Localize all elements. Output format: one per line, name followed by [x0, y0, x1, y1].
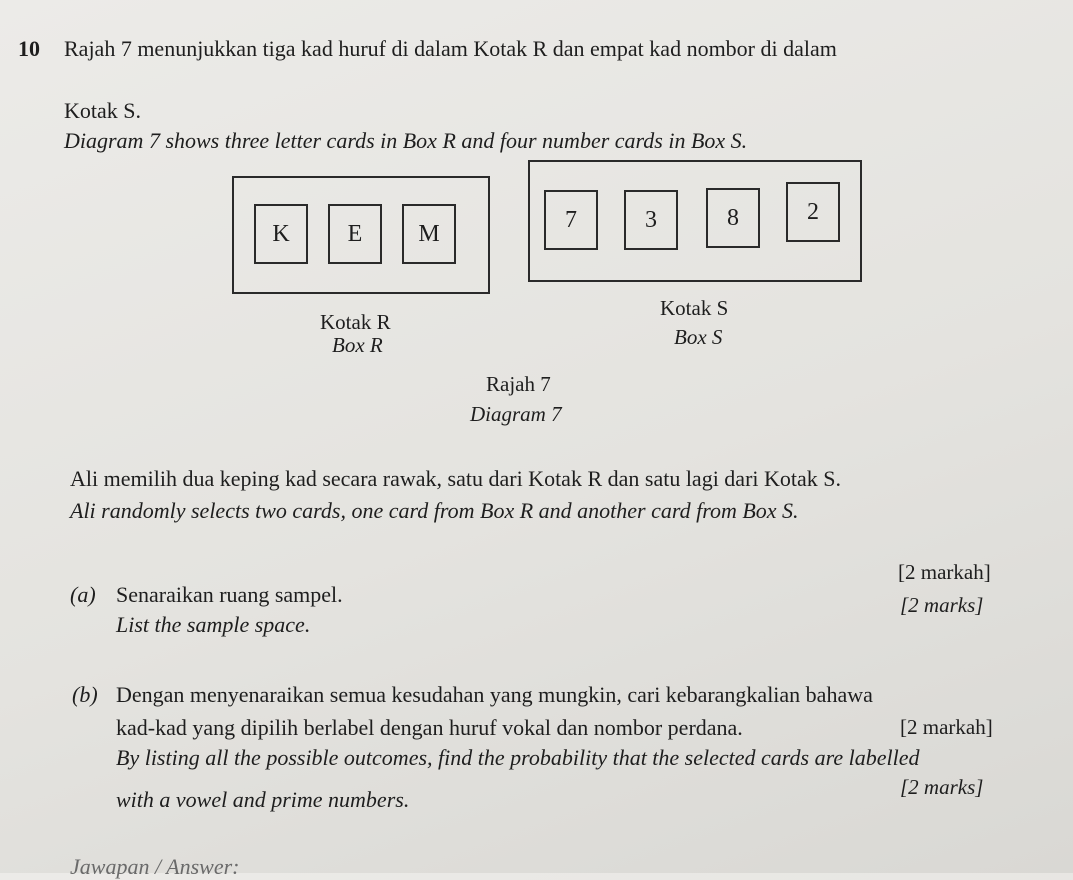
answer-label: Jawapan / Answer: [70, 854, 240, 879]
part-b-marks-malay: [2 markah] [900, 715, 993, 739]
number-card-2: 2 [786, 182, 840, 242]
box-s-label-malay: Kotak S [660, 296, 729, 320]
part-b-english-line2: with a vowel and prime numbers. [116, 787, 410, 812]
part-b-marks-english: [2 marks] [900, 775, 984, 799]
box-r-label-english: Box R [332, 333, 383, 357]
box-r-label-malay: Kotak R [320, 310, 391, 334]
letter-card-e: E [328, 204, 382, 264]
intro-malay-line1: Rajah 7 menunjukkan tiga kad huruf di dalam Kotak R dan empat kad nombor di dalam [64, 36, 837, 61]
diagram-caption-english: Diagram 7 [470, 402, 562, 426]
part-b-english-line1: By listing all the possible outcomes, find the probability that the selected cards are labelled [116, 745, 920, 770]
number-card-3: 3 [624, 190, 678, 250]
box-s [528, 160, 862, 282]
letter-card-k: K [254, 204, 308, 264]
part-b-malay-line2: kad-kad yang dipilih berlabel dengan huruf vokal dan nombor perdana. [116, 715, 743, 740]
number-card-8: 8 [706, 188, 760, 248]
letter-card-m: M [402, 204, 456, 264]
part-a-malay: Senaraikan ruang sampel. [116, 582, 343, 607]
box-s-label-english: Box S [674, 325, 723, 349]
intro-malay-line2: Kotak S. [64, 98, 141, 123]
diagram-caption-malay: Rajah 7 [486, 372, 551, 396]
part-b-label: (b) [72, 682, 98, 707]
part-b-malay-line1: Dengan menyenaraikan semua kesudahan yang mungkin, cari kebarangkalian bahawa [116, 682, 873, 707]
number-card-7: 7 [544, 190, 598, 250]
box-r [232, 176, 490, 294]
intro-english: Diagram 7 shows three letter cards in Box R and four number cards in Box S. [64, 128, 748, 153]
part-a-english: List the sample space. [116, 612, 311, 637]
stem-malay: Ali memilih dua keping kad secara rawak, satu dari Kotak R dan satu lagi dari Kotak S. [70, 466, 842, 491]
stem-english: Ali randomly selects two cards, one card from Box R and another card from Box S. [70, 498, 799, 523]
part-a-label: (a) [70, 582, 96, 607]
part-a-marks-malay: [2 markah] [898, 560, 991, 584]
part-a-marks-english: [2 marks] [900, 593, 984, 617]
question-number: 10 [18, 36, 40, 61]
